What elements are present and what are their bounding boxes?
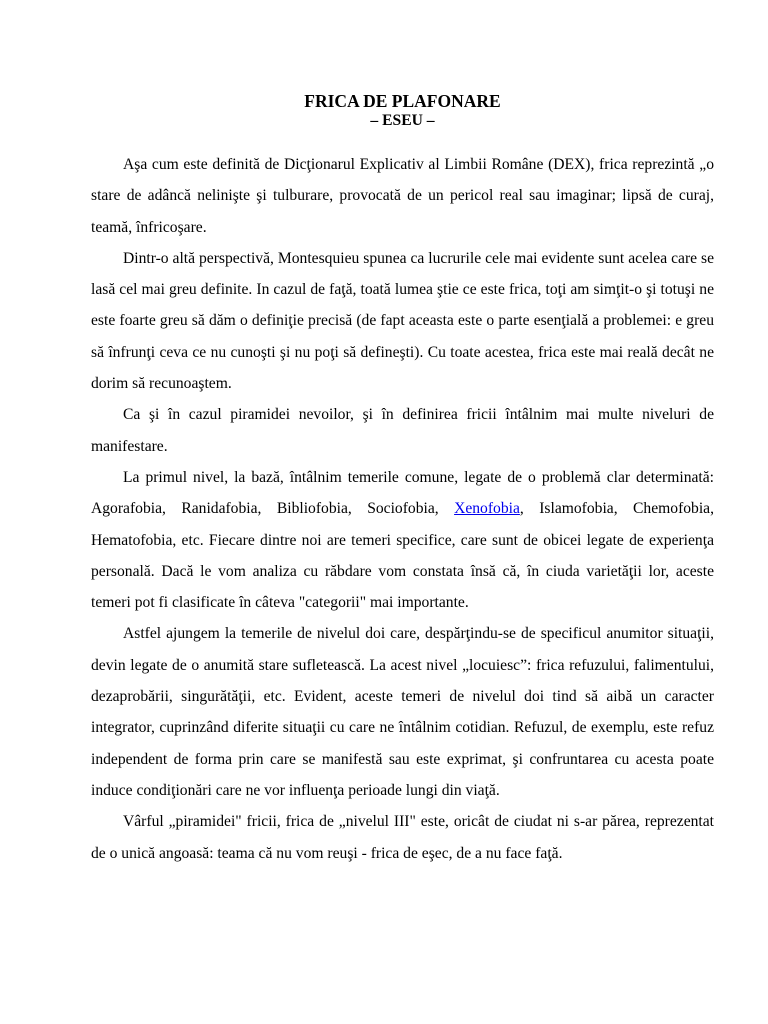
document-title: FRICA DE PLAFONARE (304, 91, 501, 111)
paragraph-montesquieu: Dintr-o altă perspectivă, Montesquieu spunea ca lucrurile cele mai evidente sunt acelea care se lasă cel mai greu definite. In cazul de faţă, toată lumea ştie ce este frica, toţi am simţit-o şi totuşi ne este foarte greu să dăm o definiţie precisă (de fapt aceasta este o parte esenţială a problemei: e greu să înfrunţi ceva ce nu cunoşti şi nu poţi să defineşti). Cu toate acestea, frica este mai reală decât ne dorim să recunoaştem. (91, 249, 714, 393)
document-subtitle: – ESEU – (370, 112, 435, 129)
paragraph-dex-definition: Aşa cum este definită de Dicţionarul Explicativ al Limbii Române (DEX), frica reprezintă „o stare de adâncă nelinişte şi tulburare, provocată de un pericol real sau imaginar; lipsă de curaj, teamă, înfricoşare. (91, 156, 714, 236)
document-page (91, 90, 714, 869)
paragraph-pyramid-levels: Ca şi în cazul piramidei nevoilor, şi în definirea fricii întâlnim mai multe niveluri de manifestare. (91, 406, 714, 455)
paragraph-first-level (91, 462, 714, 618)
paragraph-second-level: Astfel ajungem la temerile de nivelul doi care, despărţindu-se de specificul anumitor situaţii, devin legate de o anumită stare sufletească. La acest nivel „locuiesc”: frica refuzului, falimentului, dezaprobării, singurătăţii, etc. Evident, aceste temeri de nivelul doi tind să aibă un caracter integrator, cuprinzând diferite situaţii cu care ne întâlnim cotidian. Refuzul, de exemplu, este refuz independent de forma prin care se manifestă sau este exprimat, şi confruntarea cu acesta poate induce condiţionări care ne vor influenţa perioade lungi din viaţă. (91, 625, 714, 799)
paragraph-first-level-text-b: , Islamofobia, Chemofobia, Hematofobia, etc. Fiecare dintre noi are temeri specifice, care sunt de obicei legate de experienţa personală. Dacă le vom analiza cu răbdare vom constata însă că, în ciuda varietăţii lor, aceste temeri pot fi clasificate în câteva "categorii" mai importante. (91, 500, 715, 612)
paragraph-third-level: Vârful „piramidei" fricii, frica de „nivelul III" este, oricât de ciudat ni s-ar părea, reprezentat de o unică angoasă: teama că nu vom reuşi - frica de eşec, de a nu face faţă. (91, 813, 714, 862)
xenofobia-link[interactable]: Xenofobia (454, 500, 520, 518)
paragraph-first-level-text-a: La primul nivel, la bază, întâlnim temerile comune, legate de o problemă clar determinată: Agorafobia, Ranidafobia, Bibliofobia, Sociofobia, (91, 468, 714, 518)
